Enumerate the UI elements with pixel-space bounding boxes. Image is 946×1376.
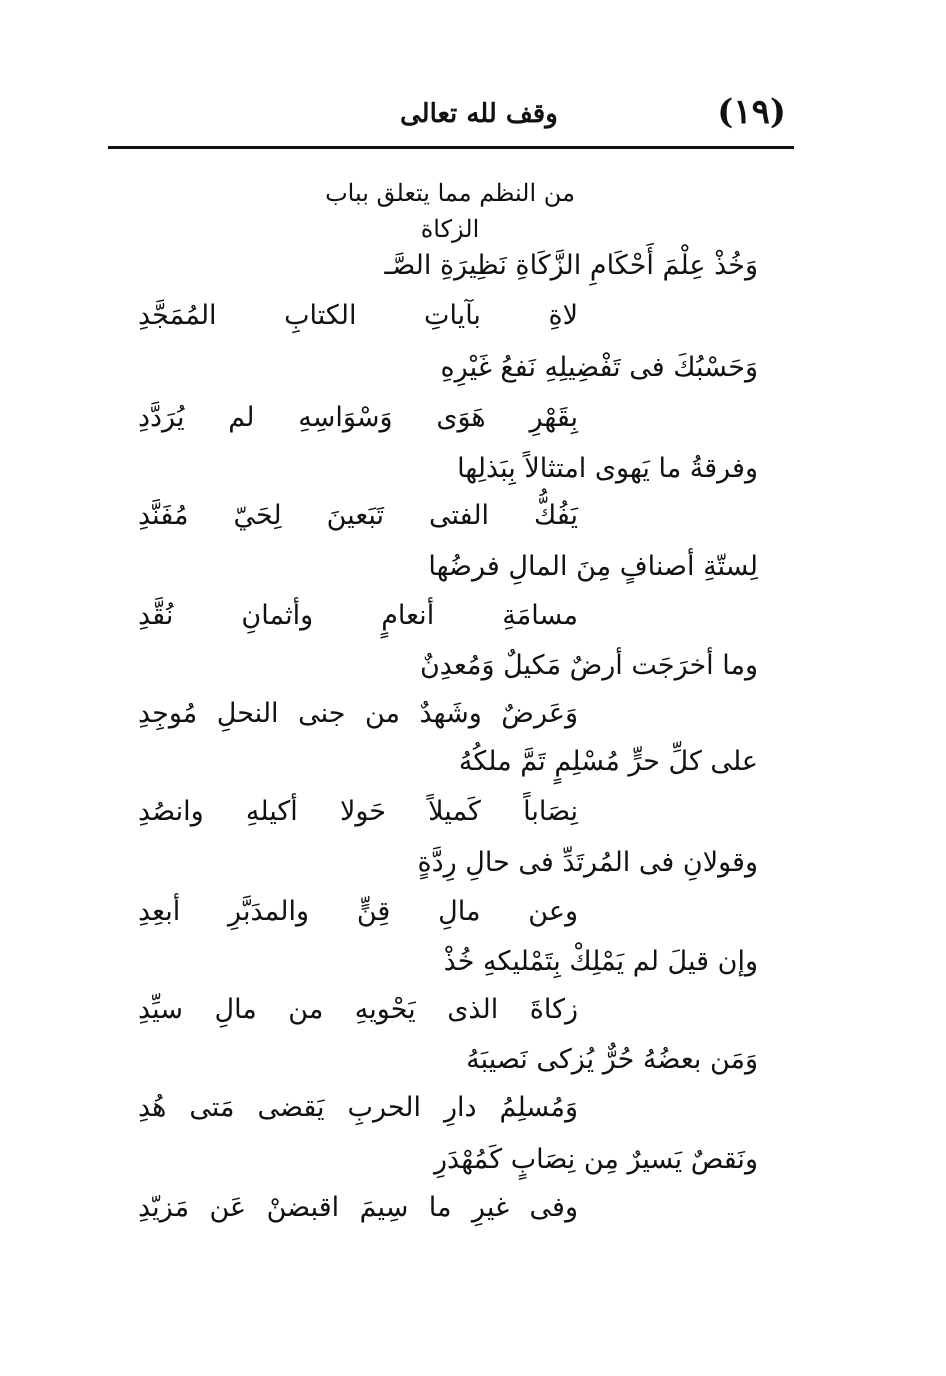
verse-line-13: وقولانِ فى المُرتَدِّ فى حالِ رِدَّةٍ (417, 847, 758, 878)
verse-line-19: ونَقصٌ يَسيرٌ مِن نِصَابٍ كَمُهْدَرِ (434, 1144, 758, 1175)
verse-line-5: وفرقةُ ما يَهوى امتثالاً بِبَذلِها (457, 453, 758, 484)
section-title: من النظم مما يتعلق بباب الزكاة (325, 179, 575, 243)
verse-line-11: على كلِّ حرٍّ مُسْلِمٍ تَمَّ ملكُهُ (458, 746, 758, 777)
running-title: وقف لله تعالى (400, 99, 558, 129)
page-number: (١٩) (717, 92, 786, 132)
verse-line-1: وَخُذْ عِلْمَ أَحْكَامِ الزَّكَاةِ نَظِيرَةِ الصَّـ (384, 250, 758, 281)
verse-line-2: لاةِ بآياتِ الكتابِ المُمَجَّدِ (138, 300, 578, 331)
verse-line-17: وَمَن بعضُهُ حُرٌّ يُزكى نَصيبَهُ (466, 1044, 758, 1075)
verse-line-7: لِستّةِ أصنافٍ مِنَ المالِ فرضُها (428, 551, 758, 582)
verse-line-9: وما أخرَجَت أرضٌ مَكيلٌ وَمُعدِنٌ (419, 650, 758, 681)
verse-line-10: وَعَرضٌ وشَهدٌ من جنى النحلِ مُوجِدِ (138, 698, 578, 729)
verse-line-14: وعن مالِ قِنٍّ والمدَبَّرِ أبعِدِ (138, 896, 578, 927)
verse-line-8: مسامَةِ أنعامٍ وأثمانِ نُقَّدِ (138, 600, 578, 631)
verse-line-16: زكاةَ الذى يَحْويهِ من مالِ سيِّدِ (138, 994, 578, 1025)
verse-line-15: وإن قيلَ لم يَمْلِكْ بِتَمْليكهِ خُذْ (443, 946, 758, 977)
verse-line-20: وفى غيرِ ما سِيمَ اقبضنْ عَن مَزيّدِ (138, 1192, 578, 1223)
verse-line-6: يَفُكُّ الفتى تَبَعينَ لِحَيّ مُفَنَّدِ (138, 500, 578, 531)
verse-line-3: وَحَسْبُكَ فى تَفْضِيلِهِ نَفعُ غَيْرِهِ (440, 352, 758, 383)
verse-line-18: وَمُسلِمُ دارِ الحربِ يَقضى مَتى هُدِ (138, 1092, 578, 1123)
verse-line-4: بِقَهْرِ هَوَى وَسْوَاسِهِ لم يُرَدَّدِ (138, 402, 578, 433)
verse-line-12: نِصَاباً كَميلاً حَولا أكيلهِ وانصُدِ (138, 796, 578, 827)
